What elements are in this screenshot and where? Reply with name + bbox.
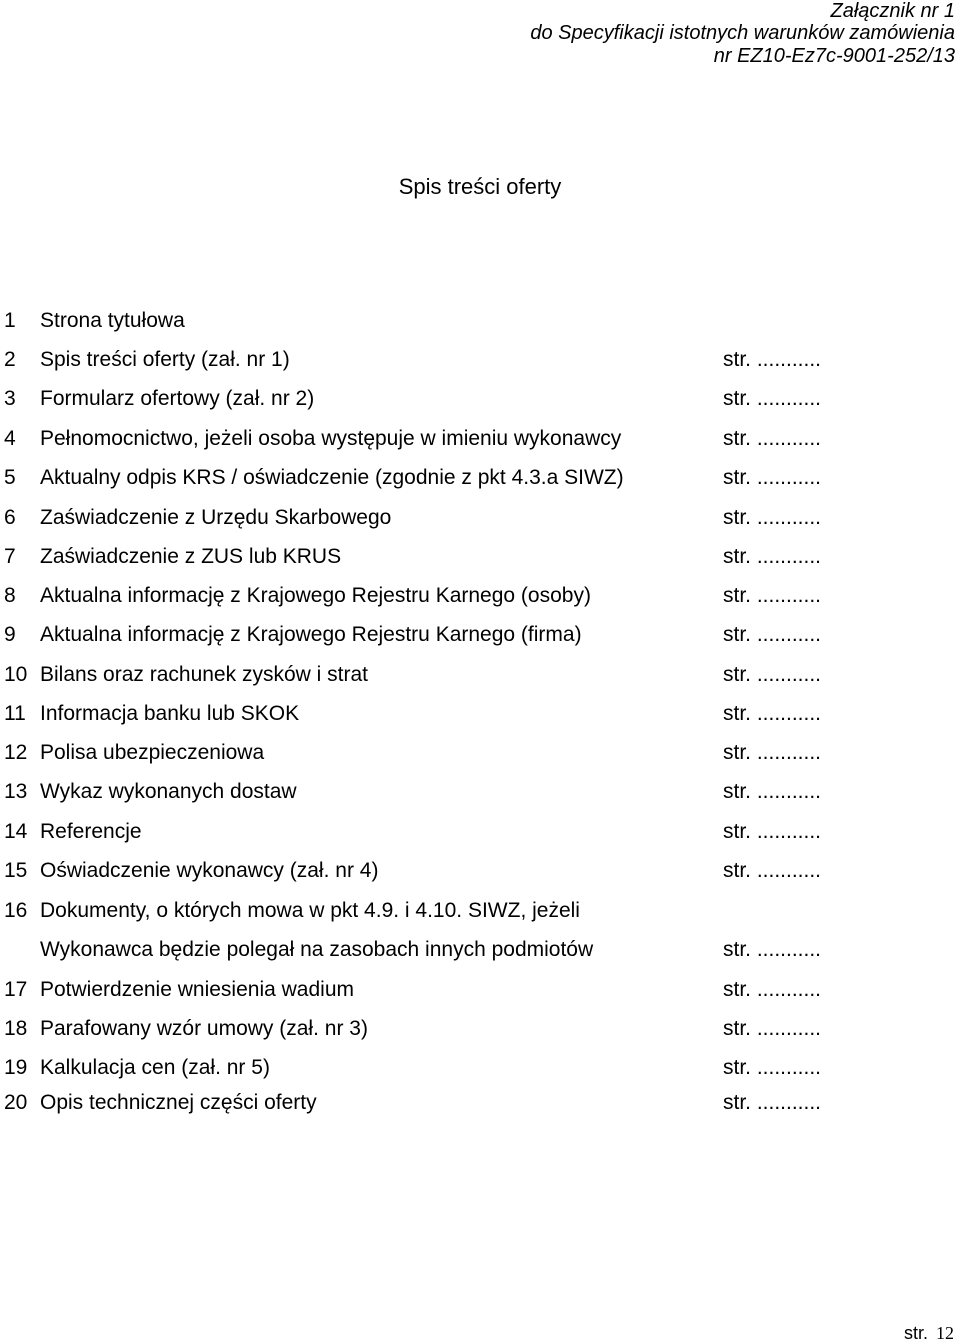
toc-item-label: Referencje	[40, 820, 142, 843]
toc-row	[0, 582, 900, 610]
toc-row	[0, 504, 900, 532]
toc-item-page: str. ...........	[723, 702, 822, 725]
toc-item-label: Parafowany wzór umowy (zał. nr 3)	[40, 1017, 368, 1040]
toc-item-label: Strona tytułowa	[40, 309, 185, 332]
toc-item-page: str. ...........	[723, 1056, 822, 1079]
toc-row	[0, 818, 900, 846]
toc-row	[0, 976, 900, 1004]
toc-item-page: str. ...........	[723, 978, 822, 1001]
attachment-label: Załącznik nr 1	[830, 0, 955, 22]
toc-item-number: 9	[4, 623, 16, 646]
toc-item-number: 14	[4, 820, 28, 843]
toc-item-number: 10	[4, 663, 28, 686]
toc-row	[0, 621, 900, 649]
toc-row	[0, 1054, 900, 1082]
toc-item-page: str. ...........	[723, 584, 822, 607]
toc-row	[0, 661, 900, 689]
toc-item-label: Informacja banku lub SKOK	[40, 702, 300, 725]
toc-item-page: str. ...........	[723, 780, 822, 803]
toc-row	[0, 425, 900, 453]
toc-item-label: Polisa ubezpieczeniowa	[40, 741, 265, 764]
toc-row	[0, 1089, 900, 1117]
toc-item-page: str. ...........	[723, 859, 822, 882]
toc-item-number: 5	[4, 466, 16, 489]
toc-item-number: 18	[4, 1017, 28, 1040]
toc-item-page: str. ...........	[723, 466, 822, 489]
page-title: Spis treści oferty	[398, 174, 562, 199]
toc-item-number: 2	[4, 348, 16, 371]
toc-row	[0, 936, 900, 964]
toc-row	[0, 857, 900, 885]
toc-item-label: Wykonawca będzie polegał na zasobach innych podmiotów	[40, 938, 594, 961]
toc-item-label: Aktualny odpis KRS / oświadczenie (zgodnie z pkt 4.3.a SIWZ)	[40, 466, 624, 489]
toc-item-page: str. ...........	[723, 1091, 822, 1114]
toc-item-label: Opis technicznej części oferty	[40, 1091, 317, 1114]
toc-item-number: 20	[4, 1091, 28, 1114]
toc-item-number: 7	[4, 545, 16, 568]
toc-row	[0, 897, 900, 925]
toc-item-label: Aktualna informację z Krajowego Rejestru Karnego (osoby)	[40, 584, 591, 607]
toc-item-number: 17	[4, 978, 28, 1001]
toc-item-page: str. ...........	[723, 938, 822, 961]
toc-item-number: 15	[4, 859, 28, 882]
toc-row	[0, 307, 900, 335]
toc-item-label: Spis treści oferty (zał. nr 1)	[40, 348, 290, 371]
page-footer	[904, 1323, 954, 1344]
specification-reference: do Specyfikacji istotnych warunków zamówienia	[530, 22, 955, 44]
toc-row	[0, 778, 900, 806]
toc-item-number: 1	[4, 309, 16, 332]
toc-row	[0, 346, 900, 374]
toc-item-label: Wykaz wykonanych dostaw	[40, 780, 297, 803]
toc-row	[0, 1015, 900, 1043]
toc-item-label: Zaświadczenie z ZUS lub KRUS	[40, 545, 342, 568]
toc-item-number: 13	[4, 780, 28, 803]
toc-item-number: 16	[4, 899, 28, 922]
toc-row	[0, 700, 900, 728]
toc-item-label: Formularz ofertowy (zał. nr 2)	[40, 387, 315, 410]
toc-item-label: Aktualna informację z Krajowego Rejestru Karnego (firma)	[40, 623, 582, 646]
toc-item-page: str. ...........	[723, 1017, 822, 1040]
case-number: nr EZ10-Ez7c-9001-252/13	[713, 45, 955, 67]
toc-item-label: Oświadczenie wykonawcy (zał. nr 4)	[40, 859, 379, 882]
toc-item-page: str. ...........	[723, 820, 822, 843]
toc-row	[0, 385, 900, 413]
toc-item-label: Bilans oraz rachunek zysków i strat	[40, 663, 368, 686]
toc-item-label: Pełnomocnictwo, jeżeli osoba występuje w imieniu wykonawcy	[40, 427, 622, 450]
toc-item-page: str. ...........	[723, 623, 822, 646]
toc-item-number: 8	[4, 584, 16, 607]
toc-item-label: Kalkulacja cen (zał. nr 5)	[40, 1056, 270, 1079]
toc-item-label: Zaświadczenie z Urzędu Skarbowego	[40, 506, 392, 529]
toc-item-page: str. ...........	[723, 427, 822, 450]
toc-row	[0, 464, 900, 492]
toc-item-number: 6	[4, 506, 16, 529]
toc-item-page: str. ...........	[723, 348, 822, 371]
page-number: 12	[936, 1323, 954, 1343]
toc-item-page: str. ...........	[723, 545, 822, 568]
toc-row	[0, 543, 900, 571]
toc-item-number: 11	[4, 702, 26, 725]
toc-row	[0, 739, 900, 767]
toc-item-number: 3	[4, 387, 16, 410]
page-prefix: str.	[903, 1323, 928, 1343]
toc-item-label: Dokumenty, o których mowa w pkt 4.9. i 4.10. SIWZ, jeżeli	[40, 899, 580, 922]
toc-item-number: 19	[4, 1056, 28, 1079]
toc-item-page: str. ...........	[723, 387, 822, 410]
toc-item-page: str. ...........	[723, 741, 822, 764]
toc-item-number: 12	[4, 741, 28, 764]
toc-item-label: Potwierdzenie wniesienia wadium	[40, 978, 354, 1001]
toc-item-page: str. ...........	[723, 506, 822, 529]
toc-item-number: 4	[4, 427, 16, 450]
toc-item-page: str. ...........	[723, 663, 822, 686]
